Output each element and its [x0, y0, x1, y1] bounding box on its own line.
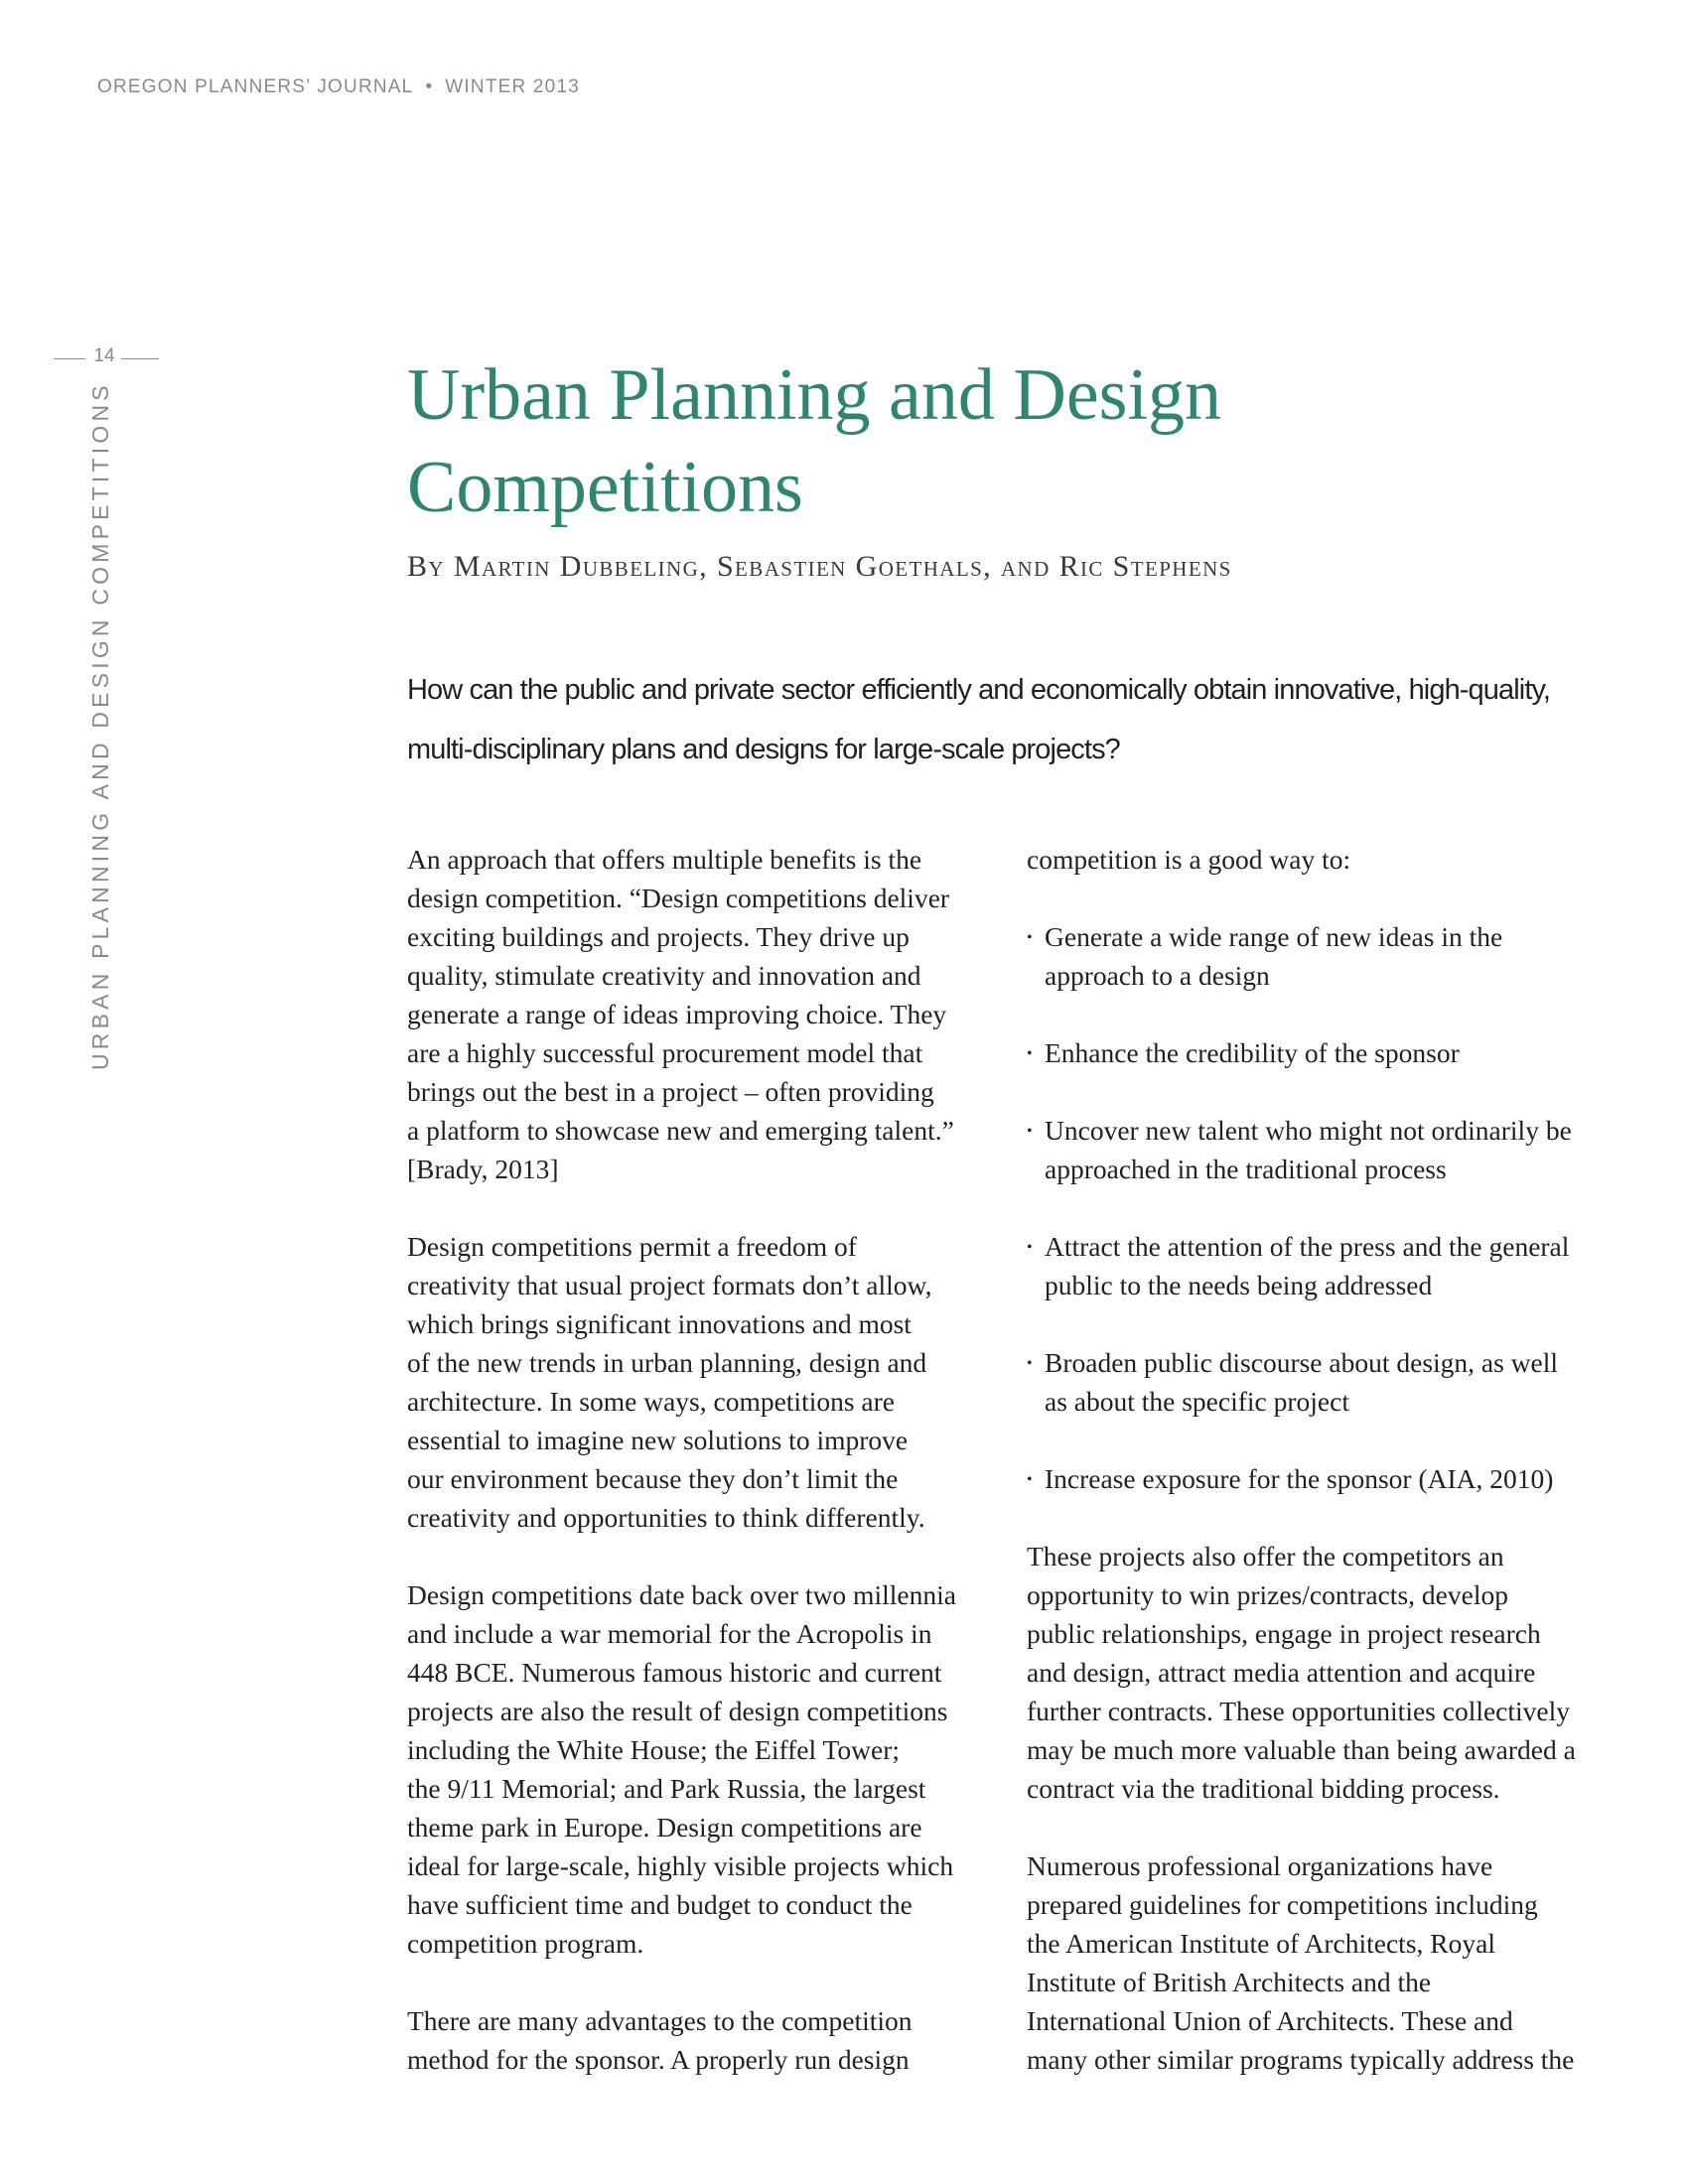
bullet-item	[1027, 1343, 1622, 1421]
lede-line: multi-disciplinary plans and designs for large-scale projects?	[407, 734, 1120, 765]
text-line: 448 BCE. Numerous famous historic and current	[407, 1657, 942, 1688]
folio-rule-left	[54, 358, 85, 359]
page-folio	[54, 345, 159, 371]
text-line: are a highly successful procurement model that	[407, 1037, 923, 1068]
text-line: and include a war memorial for the Acropolis in	[407, 1618, 932, 1649]
text-line: quality, stimulate creativity and innovation and	[407, 960, 921, 991]
paragraph	[1027, 840, 1622, 879]
bullet-item	[1027, 1033, 1622, 1072]
bullet-item	[1027, 1227, 1622, 1304]
lede	[407, 660, 1599, 779]
paragraph	[1027, 1846, 1622, 2079]
paragraph	[407, 2001, 993, 2079]
text-line: including the White House; the Eiffel Tower;	[407, 1734, 901, 1765]
paragraph	[407, 840, 993, 1188]
text-line: Numerous professional organizations have	[1027, 1850, 1493, 1881]
text-line: generate a range of ideas improving choice. They	[407, 999, 947, 1029]
text-line: competition program.	[407, 1928, 644, 1959]
page-number: 14	[93, 345, 115, 366]
bullet-mark: •	[1027, 1045, 1033, 1062]
text-line: creativity and opportunities to think differently.	[407, 1502, 925, 1533]
side-section-title: URBAN PLANNING AND DESIGN COMPETITIONS	[87, 381, 113, 1070]
text-line: prepared guidelines for competitions including	[1027, 1889, 1538, 1920]
text-line: approached in the traditional process	[1045, 1154, 1447, 1184]
paragraph	[407, 1227, 993, 1537]
text-line: Generate a wide range of new ideas in the	[1045, 921, 1503, 952]
text-line: theme park in Europe. Design competitions are	[407, 1812, 922, 1843]
text-line: and design, attract media attention and acquire	[1027, 1657, 1536, 1688]
bullet-item	[1027, 1459, 1622, 1498]
text-line: contract via the traditional bidding process.	[1027, 1773, 1500, 1804]
text-line: of the new trends in urban planning, design and	[407, 1347, 927, 1378]
text-line: may be much more valuable than being awarded a	[1027, 1734, 1576, 1765]
text-line: a platform to showcase new and emerging talent.”	[407, 1115, 954, 1146]
issue-date: WINTER 2013	[445, 76, 580, 97]
text-line: There are many advantages to the competition	[407, 2005, 913, 2036]
text-line: An approach that offers multiple benefits is the	[407, 844, 922, 875]
text-line: many other similar programs typically address the	[1027, 2044, 1575, 2075]
text-line: exciting buildings and projects. They drive up	[407, 921, 910, 952]
bullet-item	[1027, 917, 1622, 995]
text-line: Attract the attention of the press and the general	[1045, 1231, 1570, 1262]
text-line: creativity that usual project formats don’t allow,	[407, 1270, 932, 1300]
text-line: public relationships, engage in project research	[1027, 1618, 1541, 1649]
text-line: which brings significant innovations and most	[407, 1308, 912, 1339]
title-line: Urban Planning and Design	[407, 354, 1222, 436]
text-line: the American Institute of Architects, Royal	[1027, 1928, 1495, 1959]
bullet-mark: •	[1027, 1355, 1033, 1372]
text-line: [Brady, 2013]	[407, 1154, 559, 1184]
journal-name: OREGON PLANNERS’ JOURNAL	[97, 76, 414, 97]
text-line: design competition. “Design competitions deliver	[407, 883, 950, 913]
left-column	[407, 840, 993, 2117]
text-line: have sufficient time and budget to conduct the	[407, 1889, 913, 1920]
text-line: method for the sponsor. A properly run design	[407, 2044, 910, 2075]
text-line: public to the needs being addressed	[1045, 1270, 1433, 1300]
bullet-item	[1027, 1111, 1622, 1188]
bullet-mark: •	[1027, 1239, 1033, 1256]
text-line: Design competitions date back over two millennia	[407, 1579, 956, 1610]
text-line: as about the specific project	[1045, 1386, 1349, 1417]
right-column	[1027, 840, 1622, 2117]
article-title	[407, 349, 1549, 534]
text-line: Uncover new talent who might not ordinarily be	[1045, 1115, 1572, 1146]
text-line: further contracts. These opportunities collectively	[1027, 1696, 1571, 1726]
bullet-mark: •	[1027, 929, 1033, 946]
text-line: opportunity to win prizes/contracts, develop	[1027, 1579, 1508, 1610]
text-line: our environment because they don’t limit the	[407, 1463, 899, 1494]
paragraph	[407, 1575, 993, 1963]
lede-line: How can the public and private sector efficiently and economically obtain innovative, high-quality,	[407, 674, 1551, 706]
folio-rule-right	[121, 358, 159, 359]
text-line: brings out the best in a project – often providing	[407, 1076, 934, 1107]
paragraph	[1027, 1537, 1622, 1808]
text-line: Enhance the credibility of the sponsor	[1045, 1037, 1460, 1068]
title-line: Competitions	[407, 447, 803, 528]
text-line: Institute of British Architects and the	[1027, 1967, 1432, 1997]
text-line: projects are also the result of design competitions	[407, 1696, 948, 1726]
text-line: architecture. In some ways, competitions are	[407, 1386, 895, 1417]
text-line: competition is a good way to:	[1027, 844, 1351, 875]
text-line: approach to a design	[1045, 960, 1270, 991]
text-line: Design competitions permit a freedom of	[407, 1231, 857, 1262]
header-separator: •	[425, 76, 434, 97]
text-line: Broaden public discourse about design, as well	[1045, 1347, 1559, 1378]
text-line: ideal for large-scale, highly visible projects which	[407, 1850, 954, 1881]
text-line: These projects also offer the competitors an	[1027, 1541, 1504, 1571]
bullet-mark: •	[1027, 1471, 1033, 1488]
text-line: Increase exposure for the sponsor (AIA, 2010)	[1045, 1463, 1554, 1494]
text-line: International Union of Architects. These and	[1027, 2005, 1513, 2036]
bullet-mark: •	[1027, 1123, 1033, 1140]
byline: By Martin Dubbeling, Sebastien Goethals, and Ric Stephens	[407, 550, 1232, 583]
text-line: the 9/11 Memorial; and Park Russia, the largest	[407, 1773, 926, 1804]
text-line: essential to imagine new solutions to improve	[407, 1425, 909, 1455]
running-header	[97, 76, 580, 98]
